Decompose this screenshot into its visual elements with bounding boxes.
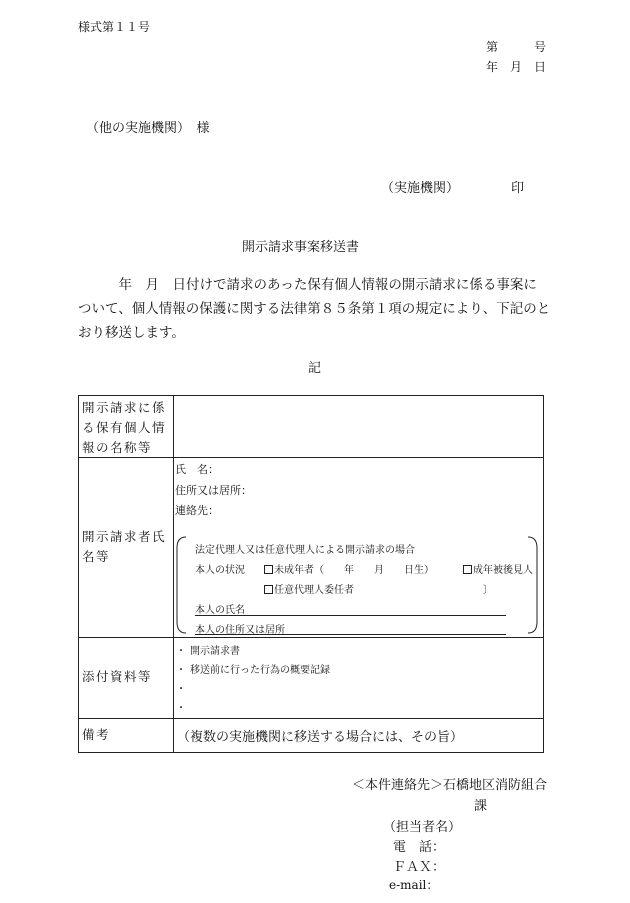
- minor-checkbox[interactable]: [264, 565, 273, 574]
- contact-fax: ＦＡＸ：: [393, 860, 446, 875]
- column-divider: [173, 396, 174, 752]
- voluntary-agent-checkbox[interactable]: [264, 585, 273, 594]
- bracket-close: 〕: [483, 585, 493, 596]
- sender-agency: （実施機関）: [381, 181, 460, 196]
- minor-option[interactable]: 未成年者（ 年 月 日生）: [264, 561, 434, 576]
- attachment-item: ・: [176, 684, 186, 695]
- row-divider-2: [79, 637, 543, 638]
- row-divider-3: [79, 718, 543, 719]
- transfer-table: [78, 395, 544, 753]
- principal-address-line: [195, 634, 506, 635]
- principal-status-label: 本人の状況: [195, 565, 245, 576]
- ki-mark: 記: [308, 361, 322, 376]
- requester-address-label: 住所又は居所：: [175, 484, 252, 497]
- contact-section: 課: [474, 799, 488, 814]
- seal-mark: 印: [511, 181, 525, 196]
- attachment-item: ・: [176, 703, 186, 714]
- contact-email: e-mail：: [389, 878, 439, 892]
- principal-name-line: [195, 615, 506, 616]
- row-label-requester: 開示請求者氏名等: [82, 529, 167, 564]
- contact-phone: 電 話：: [393, 840, 446, 855]
- body-line-3: おり移送します。: [78, 325, 185, 341]
- document-date: 年 月 日: [486, 60, 547, 74]
- requester-contact-label: 連絡先：: [175, 504, 219, 517]
- adult-ward-option[interactable]: 成年被後見人: [463, 561, 533, 576]
- document-number: 第 号: [486, 40, 547, 54]
- contact-heading: ＜本件連絡先＞石橋地区消防組合: [352, 778, 548, 793]
- remarks-text: （複数の実施機関に移送する場合には、その旨）: [177, 730, 464, 745]
- principal-address-label: 本人の住所又は居所: [195, 625, 285, 636]
- document-title: 開示請求事案移送書: [242, 240, 360, 255]
- principal-name-label: 本人の氏名: [195, 605, 245, 616]
- form-number: 様式第１１号: [78, 20, 151, 34]
- body-line-1: 年 月 日付けで請求のあった保有個人情報の開示請求に係る事案に: [78, 277, 537, 293]
- adult-ward-checkbox[interactable]: [463, 565, 472, 574]
- contact-person: （担当者名）: [383, 820, 462, 835]
- agent-heading: 法定代理人又は任意代理人による開示請求の場合: [195, 545, 415, 556]
- row-label-info-name: 開示請求に係る保有個人情報の名称等: [82, 400, 167, 455]
- addressee: （他の実施機関） 様: [86, 121, 210, 136]
- requester-name-label: 氏 名：: [175, 463, 219, 476]
- row-label-remarks: 備考: [82, 727, 111, 742]
- voluntary-agent-option[interactable]: 任意代理人委任者: [264, 581, 354, 596]
- body-line-2: ついて、個人情報の保護に関する法律第８５条第１項の規定により、下記のと: [78, 301, 551, 317]
- attachment-item: ・ 移送前に行った行為の概要記録: [176, 665, 330, 676]
- row-label-attachments: 添付資料等: [82, 669, 153, 684]
- attachment-item: ・ 開示請求書: [176, 646, 240, 657]
